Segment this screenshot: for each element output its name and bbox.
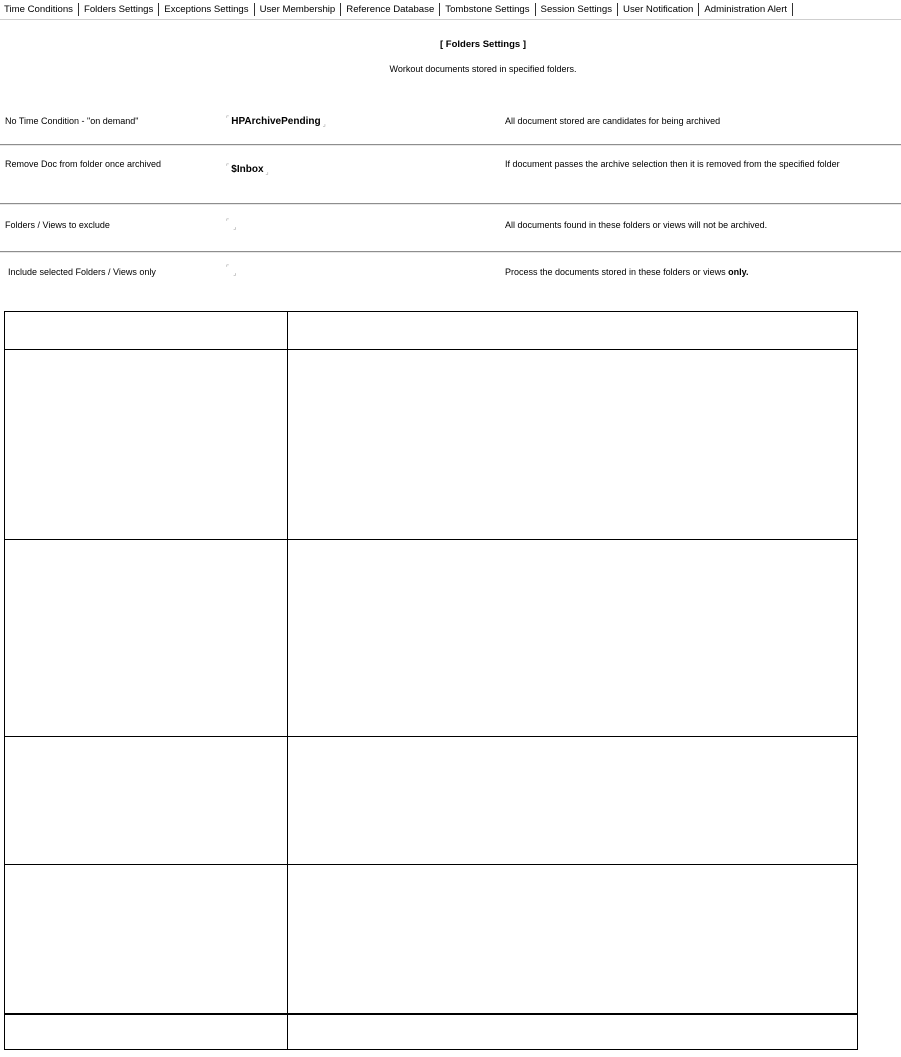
- table-row: [5, 865, 858, 1014]
- setting-description: All documents found in these folders or views will not be archived.: [505, 220, 768, 230]
- table-cell: [288, 737, 858, 865]
- section-subtitle: Workout documents stored in specified folders.: [389, 64, 577, 74]
- table-cell: [5, 737, 288, 865]
- tab-folders-settings[interactable]: Folders Settings: [79, 3, 159, 16]
- table-cell: [288, 865, 858, 1014]
- field-value[interactable]: $Inbox: [231, 164, 264, 175]
- tab-user-membership[interactable]: User Membership: [255, 3, 342, 16]
- tab-session-settings[interactable]: Session Settings: [536, 3, 618, 16]
- tab-reference-database[interactable]: Reference Database: [341, 3, 440, 16]
- setting-label: No Time Condition - "on demand": [5, 116, 139, 126]
- folder-field-exclude[interactable]: [226, 219, 237, 231]
- field-value[interactable]: HPArchivePending: [231, 116, 321, 127]
- row-divider: [0, 203, 901, 205]
- table-cell: [288, 540, 858, 737]
- section-title: [ Folders Settings ]: [439, 39, 527, 50]
- description-text: Process the documents stored in these folders or views: [505, 267, 729, 277]
- setting-label: Folders / Views to exclude: [5, 220, 110, 230]
- tab-time-conditions[interactable]: Time Conditions: [0, 3, 79, 16]
- tab-tombstone-settings[interactable]: Tombstone Settings: [440, 3, 535, 16]
- field-close-bracket-icon: ⌟: [233, 270, 237, 277]
- setting-description: If document passes the archive selection then it is removed from the specified folder: [505, 159, 840, 169]
- folder-field-on-demand[interactable]: [226, 116, 326, 127]
- table-cell: [5, 350, 288, 540]
- setting-description: [505, 267, 748, 277]
- setting-row-include-only: [0, 264, 901, 284]
- table-cell: [288, 1014, 858, 1050]
- row-divider: [0, 144, 901, 146]
- setting-description: All document stored are candidates for being archived: [505, 116, 721, 126]
- table-row: [5, 540, 858, 737]
- folder-field-include-only[interactable]: [226, 265, 237, 277]
- table-row: [5, 312, 858, 350]
- field-close-bracket-icon: ⌟: [265, 169, 269, 176]
- field-close-bracket-icon: ⌟: [233, 224, 237, 231]
- table-cell: [5, 540, 288, 737]
- tab-administration-alert[interactable]: Administration Alert: [699, 3, 793, 16]
- row-divider: [0, 251, 901, 253]
- field-close-bracket-icon: ⌟: [322, 121, 326, 128]
- table-row: [5, 1014, 858, 1050]
- table-row: [5, 350, 858, 540]
- table-cell: [5, 312, 288, 350]
- description-emphasis: only.: [728, 267, 749, 277]
- table-row: [5, 737, 858, 865]
- table-cell: [5, 865, 288, 1014]
- table-cell: [288, 312, 858, 350]
- setting-row-exclude: [0, 217, 901, 237]
- table-cell: [5, 1014, 288, 1050]
- field-open-bracket-icon: ⌜: [226, 219, 230, 226]
- field-open-bracket-icon: ⌜: [226, 265, 230, 272]
- field-open-bracket-icon: ⌜: [226, 116, 230, 123]
- setting-label: Remove Doc from folder once archived: [5, 159, 162, 169]
- setting-label: Include selected Folders / Views only: [8, 267, 156, 277]
- layout-table: [4, 311, 858, 1050]
- setting-row-remove-doc: [0, 156, 901, 176]
- field-open-bracket-icon: ⌜: [226, 164, 230, 171]
- setting-row-on-demand: [0, 113, 901, 133]
- tab-user-notification[interactable]: User Notification: [618, 3, 699, 16]
- tab-exceptions-settings[interactable]: Exceptions Settings: [159, 3, 254, 16]
- table-cell: [288, 350, 858, 540]
- folder-field-remove-doc[interactable]: [226, 164, 269, 175]
- tab-bar: [0, 0, 901, 20]
